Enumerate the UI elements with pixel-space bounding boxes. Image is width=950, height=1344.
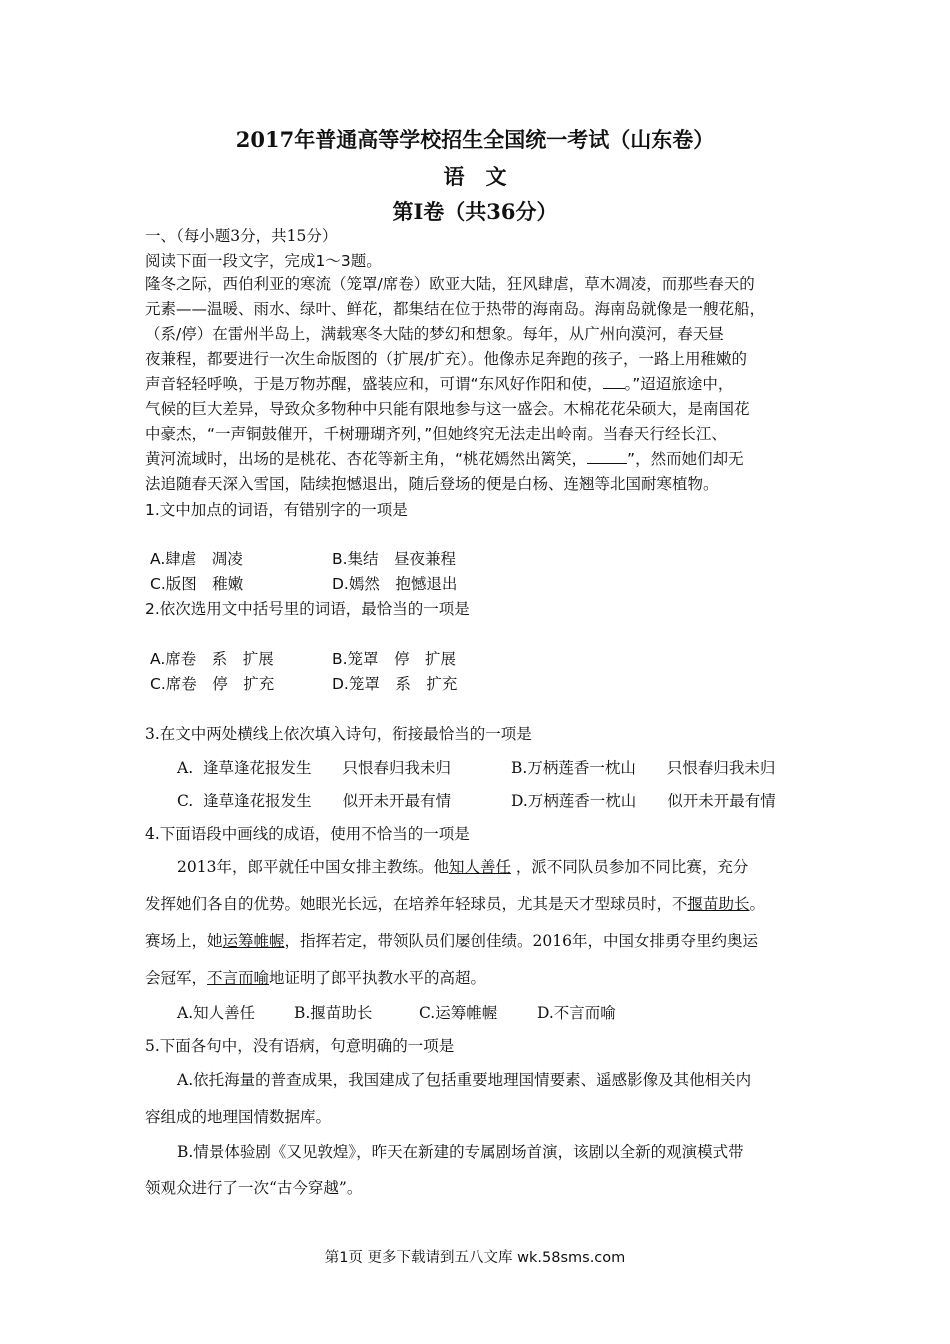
q3-option-a-text: 逢草逢花报发生 只恨春归我未归 [202,759,451,777]
q2-option-d: D.笼罩 系 扩充 [332,675,458,693]
q3-option-a [177,756,451,778]
passage-line-1: 隆冬之际，西伯利亚的寒流（笼罩/席卷）欧亚大陆，狂风肆虐，草木凋凌，而那些春天的 [145,275,755,293]
passage-line-8 [145,447,744,469]
blank-1 [603,374,625,389]
q4-stem: 4.下面语段中画线的成语，使用不恰当的一项是 [145,825,470,843]
q4-text: 地证明了郎平执教水平的高超。 [269,969,487,987]
q2-stem: 2.依次选用文中括号里的词语，最恰当的一项是 [145,600,470,618]
q4-option-c: C.运筹帷幄 [419,1004,498,1022]
idiom-underlined: 不言而喻 [207,969,270,987]
q1-option-d: D.嫣然 抱憾退出 [332,575,458,593]
part-title: 第Ⅰ卷（共36分） [392,199,558,224]
q2-option-c: C.席卷 停 扩充 [150,675,275,693]
q4-text: ，派不同队员参加不同比赛，充分 [515,858,749,876]
passage-line-8-start: 黄河流域时，出场的是桃花、杏花等新主角，“桃花嫣然出篱笑， [145,450,588,468]
passage-line-4: 夜兼程，都要进行一次生命版图的（扩展/扩充）。他像赤足奔跑的孩子，一路上用稚嫩的 [145,350,747,368]
q2-option-a: A.席卷 系 扩展 [150,650,274,668]
q4-text: ，指挥若定，带领队员们屡创佳绩。2016年，中国女排勇夺里约奥运 [284,932,758,950]
q1-option-b: B.集结 昼夜兼程 [332,550,457,568]
q3-stem: 3.在文中两处横线上依次填入诗句，衔接最恰当的一项是 [145,725,532,743]
q4-para-line-4 [145,966,486,988]
q5-option-a-line-2: 容组成的地理国情数据库。 [145,1108,332,1126]
q3-option-b: B.万柄莲香一枕山 只恨春归我未归 [511,759,776,777]
q3-option-a-label: A. [177,759,194,777]
q2-option-b: B.笼罩 停 扩展 [332,650,457,668]
q3-option-d: D.万柄莲香一枕山 似开未开最有情 [511,792,776,810]
section-instruction: 阅读下面一段文字，完成1～3题。 [145,252,382,270]
q5-option-a-line-1: A.依托海量的普查成果，我国建成了包括重要地理国情要素、遥感影像及其他相关内 [177,1071,752,1089]
q4-text: 赛场上，她 [145,932,223,950]
q1-option-a: A.肆虐 凋凌 [150,550,243,568]
passage-line-3: （系/停）在雷州半岛上，满载寒冬大陆的梦幻和想象。每年，从广州向漠河，春天昼 [145,325,724,343]
section-heading: 一、（每小题3分，共15分） [145,227,338,245]
q4-para-line-1 [177,855,748,877]
idiom-underlined: 运筹帷幄 [222,932,285,950]
idiom-underlined: 揠苗助长 [687,895,750,913]
q3-option-c [177,789,451,811]
q4-option-b: B.揠苗助长 [294,1004,373,1022]
page-footer: 第1页 更多下载请到五八文库 wk.58sms.com [324,1250,626,1266]
q4-option-d: D.不言而喻 [537,1004,616,1022]
q3-option-c-label: C. [177,792,194,810]
q4-option-a: A.知人善任 [177,1004,256,1022]
subject-title: 语 文 [443,164,507,189]
q4-text: 会冠军， [145,969,208,987]
passage-line-9: 法追随春天深入雪国，陆续抱憾退出，随后登场的便是白杨、连翘等北国耐寒植物。 [145,475,719,493]
passage-line-5-start: 声音轻轻呼唤，于是万物苏醒，盛装应和，可谓“东风好作阳和使， [145,375,603,393]
passage-line-5-end: 。”迢迢旅途中， [624,375,734,393]
q4-para-line-3 [145,929,758,951]
q4-text: 发挥她们各自的优势。她眼光长远，在培养年轻球员，尤其是天才型球员时，不 [145,895,688,913]
passage-line-5 [145,372,733,394]
passage-line-7: 中豪杰，“一声铜鼓催开，千树珊瑚齐列，”但她终究无法走出岭南。当春天行经长江、 [145,425,727,443]
q3-option-c-text: 逢草逢花报发生 似开未开最有情 [203,792,452,810]
exam-title: 2017年普通高等学校招生全国统一考试（山东卷） [235,127,715,152]
blank-2 [587,449,627,464]
q1-stem: 1.文中加点的词语，有错别字的一项是 [145,501,408,519]
passage-line-8-end: ”，然而她们却无 [627,450,744,468]
q5-option-b-line-1: B.情景体验剧《又见敦煌》，昨天在新建的专属剧场首演，该剧以全新的观演模式带 [177,1143,744,1161]
q4-text: 2013年，郎平就任中国女排主教练。他 [177,858,449,876]
q4-para-line-2 [145,892,765,914]
idiom-underlined: 知人善任 [448,858,511,876]
q4-text: 。 [749,895,766,913]
passage-line-6: 气候的巨大差异，导致众多物种中只能有限地参与这一盛会。木棉花花朵硕大，是南国花 [145,400,750,418]
q5-stem: 5.下面各句中，没有语病，句意明确的一项是 [145,1037,455,1055]
q1-option-c: C.版图 稚嫩 [150,575,244,593]
passage-line-2: 元素——温暖、雨水、绿叶、鲜花，都集结在位于热带的海南岛。海南岛就像是一艘花船， [145,300,766,318]
q5-option-b-line-2: 领观众进行了一次“古今穿越”。 [145,1179,363,1197]
